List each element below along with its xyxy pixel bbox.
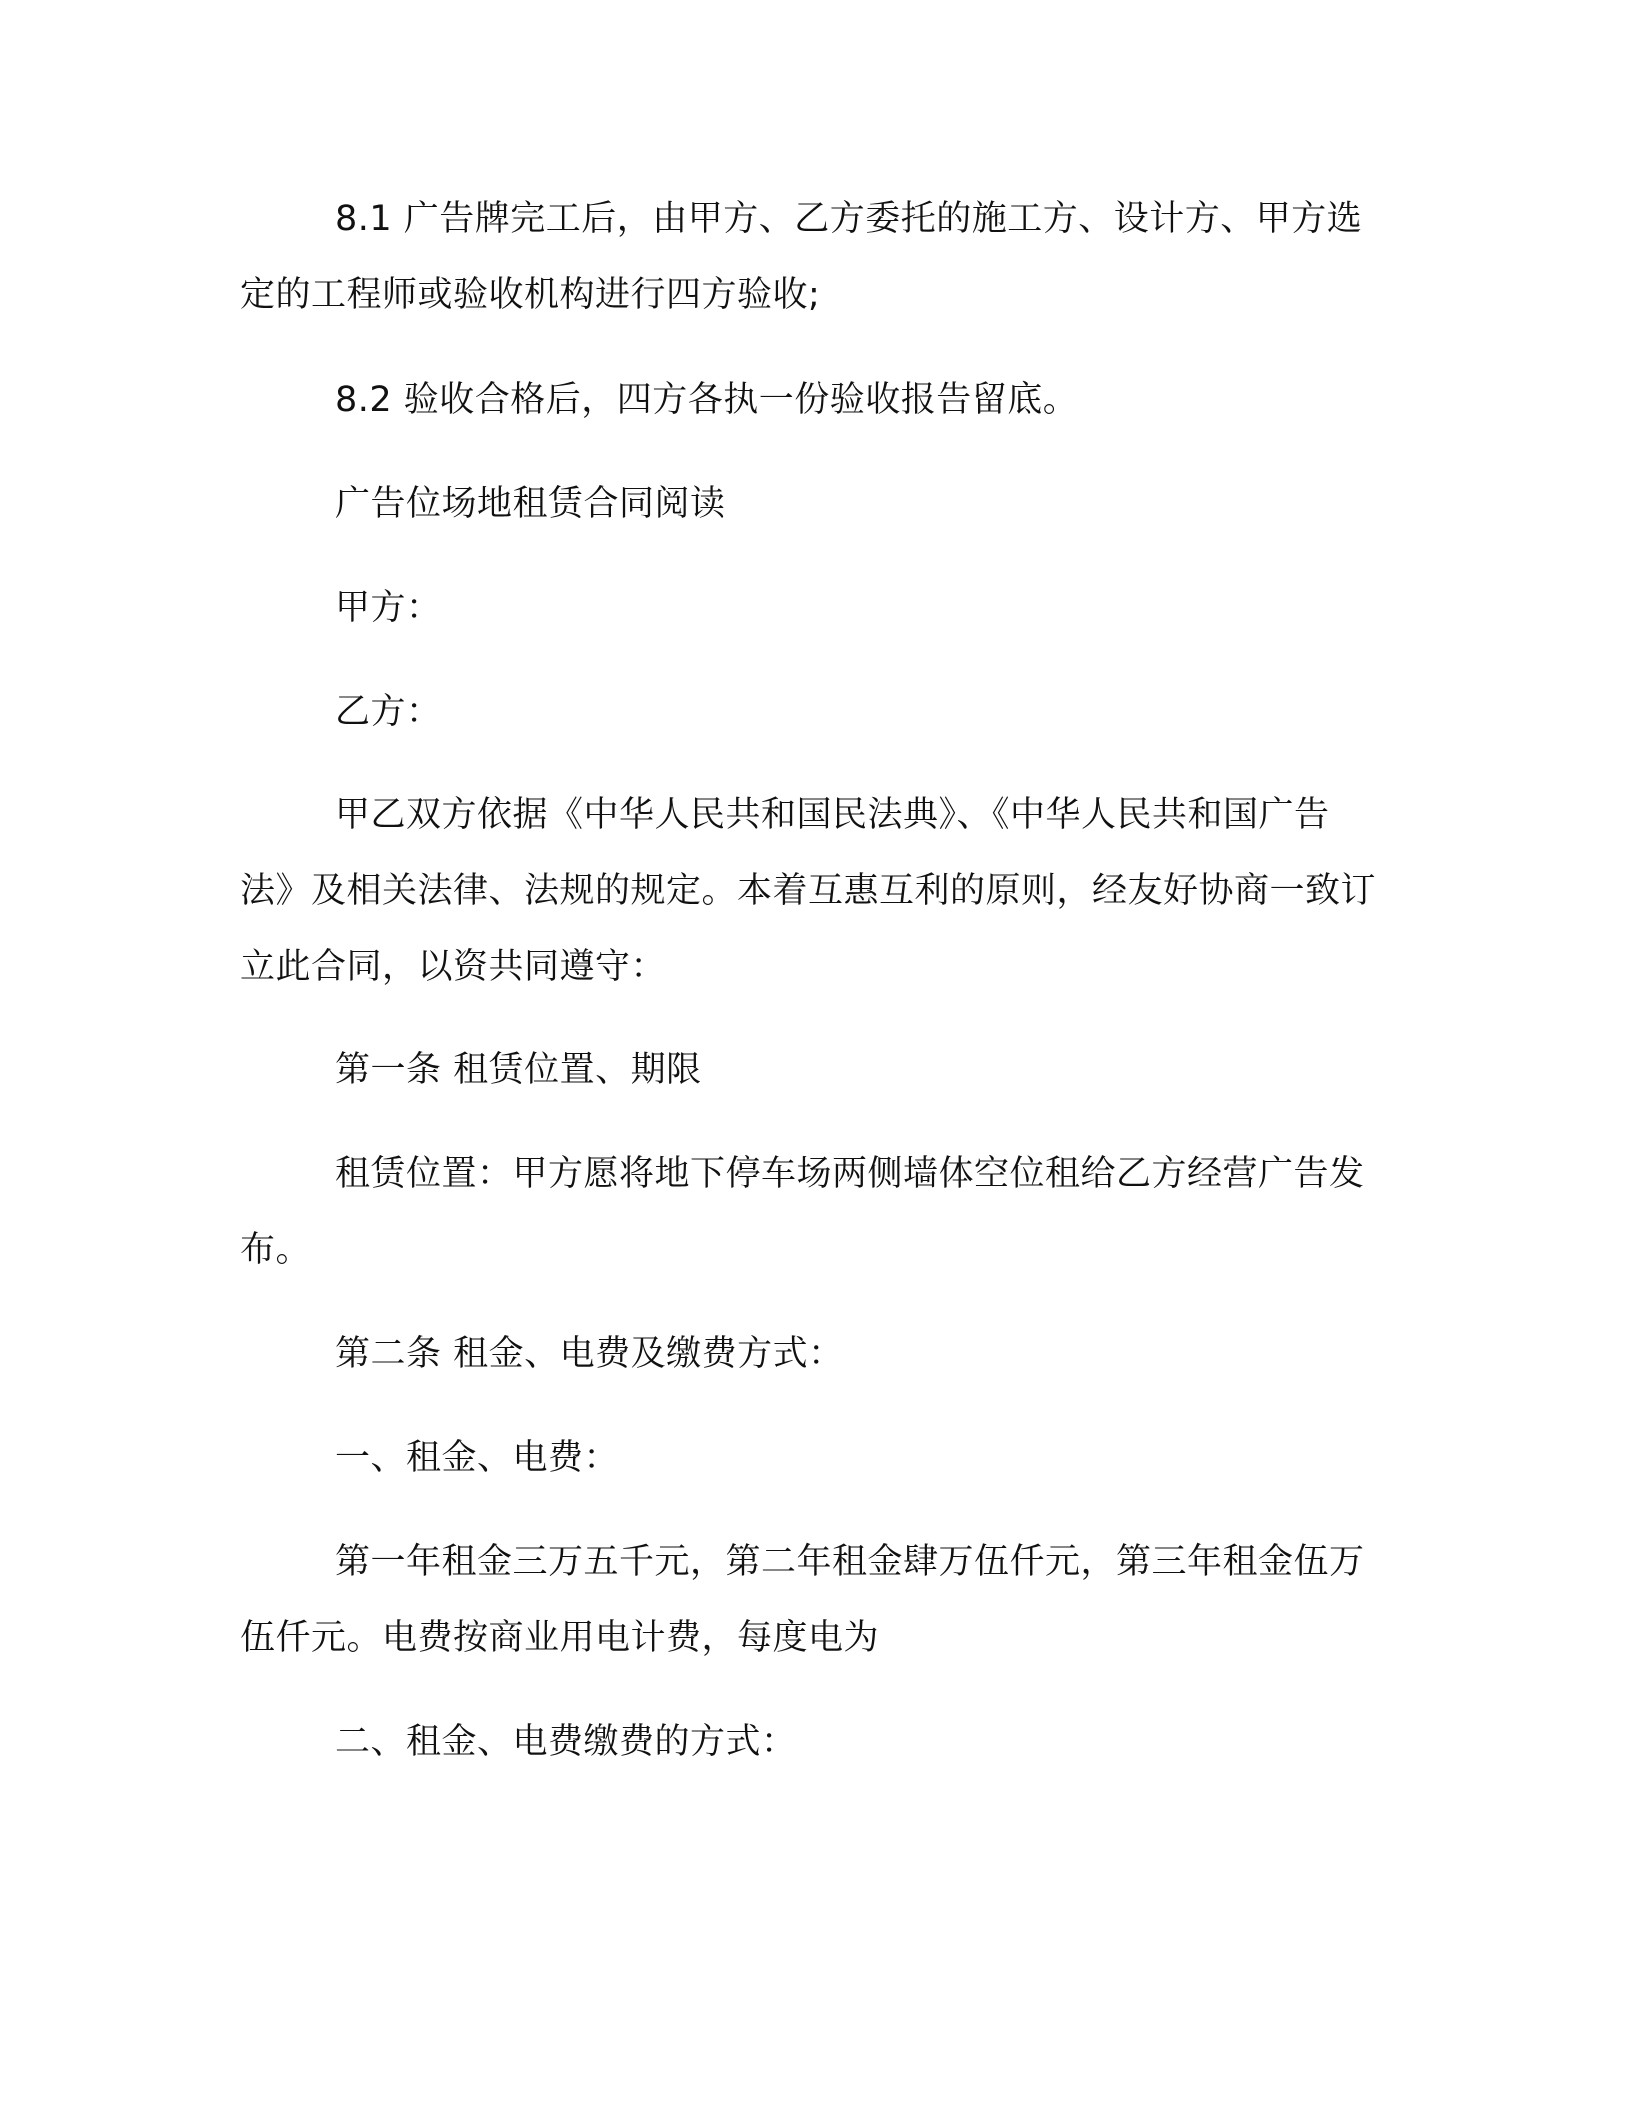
rent-amount-paragraph: 第一年租金三万五千元，第二年租金肆万伍仟元，第三年租金伍万伍仟元。电费按商业用电计费，每度电为 [240, 1542, 1365, 1658]
party-b-label: 乙方： [335, 692, 442, 732]
contract-title: 广告位场地租赁合同阅读 [335, 484, 726, 524]
lease-location-paragraph: 租赁位置：甲方愿将地下停车场两侧墙体空位租给乙方经营广告发布。 [240, 1154, 1365, 1270]
party-a-label: 甲方： [335, 588, 442, 628]
preamble-paragraph: 甲乙双方依据《中华人民共和国民法典》、《中华人民共和国广告法》及相关法律、法规的规定。本着互惠互利的原则，经友好协商一致订立此合同，以资共同遵守： [240, 795, 1377, 987]
clause-8-1: 8.1 广告牌完工后，由甲方、乙方委托的施工方、设计方、甲方选定的工程师或验收机构进行四方验收; [240, 199, 1363, 315]
article-1-heading: 第一条 租赁位置、期限 [335, 1050, 702, 1090]
clause-8-2: 8.2 验收合格后，四方各执一份验收报告留底。 [335, 380, 1079, 420]
document-page [240, 0, 1380, 2112]
payment-method-heading: 二、租金、电费缴费的方式： [335, 1722, 797, 1762]
rent-electricity-heading: 一、租金、电费： [335, 1438, 620, 1478]
article-2-heading: 第二条 租金、电费及缴费方式： [335, 1334, 844, 1374]
